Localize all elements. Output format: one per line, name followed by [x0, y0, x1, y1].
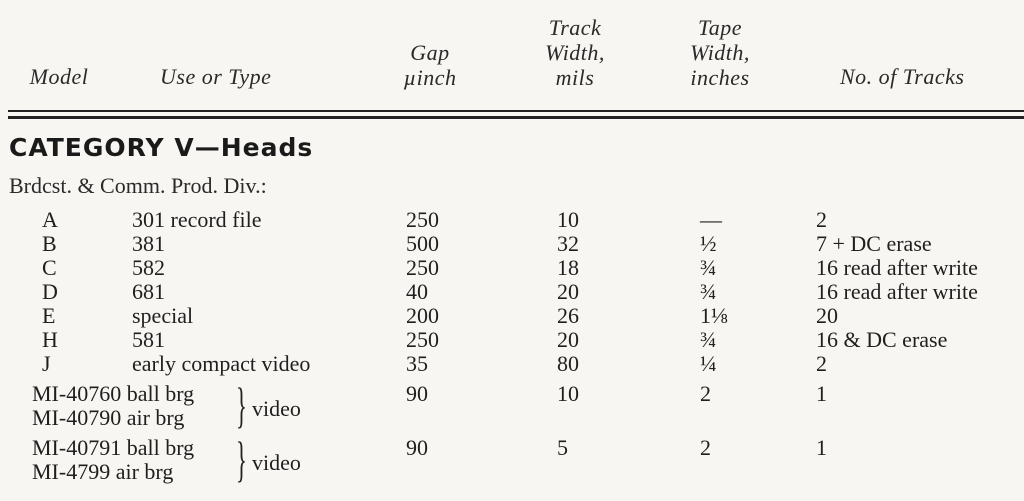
- cell-model: E: [42, 303, 56, 328]
- cell-tape-width: ¼: [700, 351, 717, 376]
- header-model: Model: [29, 64, 89, 89]
- table-row: [0, 328, 1024, 352]
- header-rule-bottom: [8, 116, 1024, 119]
- cell-model: MI-40790 air brg: [32, 405, 185, 430]
- cell-model: C: [42, 255, 57, 280]
- cell-model: MI-40791 ball brg: [32, 435, 195, 460]
- cell-use: video: [252, 396, 301, 421]
- table-row: [0, 304, 1024, 328]
- cell-gap: 40: [406, 279, 428, 304]
- cell-tape-width: 2: [700, 381, 711, 406]
- cell-gap: 250: [406, 327, 439, 352]
- cell-tape-width: 2: [700, 435, 711, 460]
- cell-gap: 250: [406, 207, 439, 232]
- category-title: CATEGORY V—Heads: [9, 133, 314, 162]
- table-row: [0, 232, 1024, 256]
- cell-model: MI-40760 ball brg: [32, 381, 195, 406]
- cell-tape-width: ½: [700, 231, 717, 256]
- header-tracks: No. of Tracks: [840, 64, 965, 89]
- cell-gap: 250: [406, 255, 439, 280]
- header-track-width: Track Width, mils: [545, 15, 605, 90]
- cell-gap: 90: [406, 381, 428, 406]
- table-row: [0, 280, 1024, 304]
- cell-model: B: [42, 231, 57, 256]
- brace-icon: }: [236, 377, 247, 433]
- cell-tracks: 1: [816, 435, 827, 460]
- cell-gap: 90: [406, 435, 428, 460]
- cell-tracks: 20: [816, 303, 838, 328]
- cell-track-width: 5: [557, 435, 568, 460]
- cell-track-width: 32: [557, 231, 579, 256]
- cell-model: H: [42, 327, 58, 352]
- cell-model: A: [42, 207, 58, 232]
- division-label: Brdcst. & Comm. Prod. Div.:: [9, 173, 267, 198]
- cell-use: 301 record file: [132, 207, 262, 232]
- header-gap: Gap µinch: [403, 40, 457, 90]
- brace-icon: }: [236, 431, 247, 487]
- cell-use: early compact video: [132, 351, 311, 376]
- cell-use: 582: [132, 255, 165, 280]
- cell-track-width: 20: [557, 279, 579, 304]
- table-row: [0, 352, 1024, 376]
- cell-use: 681: [132, 279, 165, 304]
- table-row: [0, 256, 1024, 280]
- cell-tracks: 1: [816, 381, 827, 406]
- header-rule-top: [8, 110, 1024, 112]
- cell-use: 581: [132, 327, 165, 352]
- cell-model: D: [42, 279, 58, 304]
- cell-tracks: 7 + DC erase: [816, 231, 932, 256]
- cell-use: video: [252, 450, 301, 475]
- cell-tracks: 16 read after write: [816, 279, 978, 304]
- cell-tape-width: ¾: [700, 279, 717, 304]
- cell-tape-width: —: [700, 207, 722, 232]
- cell-use: 381: [132, 231, 165, 256]
- cell-tracks: 16 & DC erase: [816, 327, 948, 352]
- cell-track-width: 10: [557, 381, 579, 406]
- cell-tracks: 16 read after write: [816, 255, 978, 280]
- cell-model: J: [42, 351, 51, 376]
- cell-track-width: 26: [557, 303, 579, 328]
- cell-track-width: 20: [557, 327, 579, 352]
- cell-gap: 500: [406, 231, 439, 256]
- header-tape-width: Tape Width, inches: [690, 15, 750, 90]
- cell-model: MI-4799 air brg: [32, 459, 174, 484]
- cell-tracks: 2: [816, 351, 827, 376]
- cell-tape-width: ¾: [700, 255, 717, 280]
- cell-track-width: 18: [557, 255, 579, 280]
- header-use: Use or Type: [160, 64, 272, 89]
- cell-tape-width: 1⅛: [700, 303, 728, 328]
- cell-gap: 200: [406, 303, 439, 328]
- cell-gap: 35: [406, 351, 428, 376]
- cell-tape-width: ¾: [700, 327, 717, 352]
- cell-use: special: [132, 303, 194, 328]
- table-row: [0, 208, 1024, 232]
- cell-track-width: 10: [557, 207, 579, 232]
- cell-tracks: 2: [816, 207, 827, 232]
- cell-track-width: 80: [557, 351, 579, 376]
